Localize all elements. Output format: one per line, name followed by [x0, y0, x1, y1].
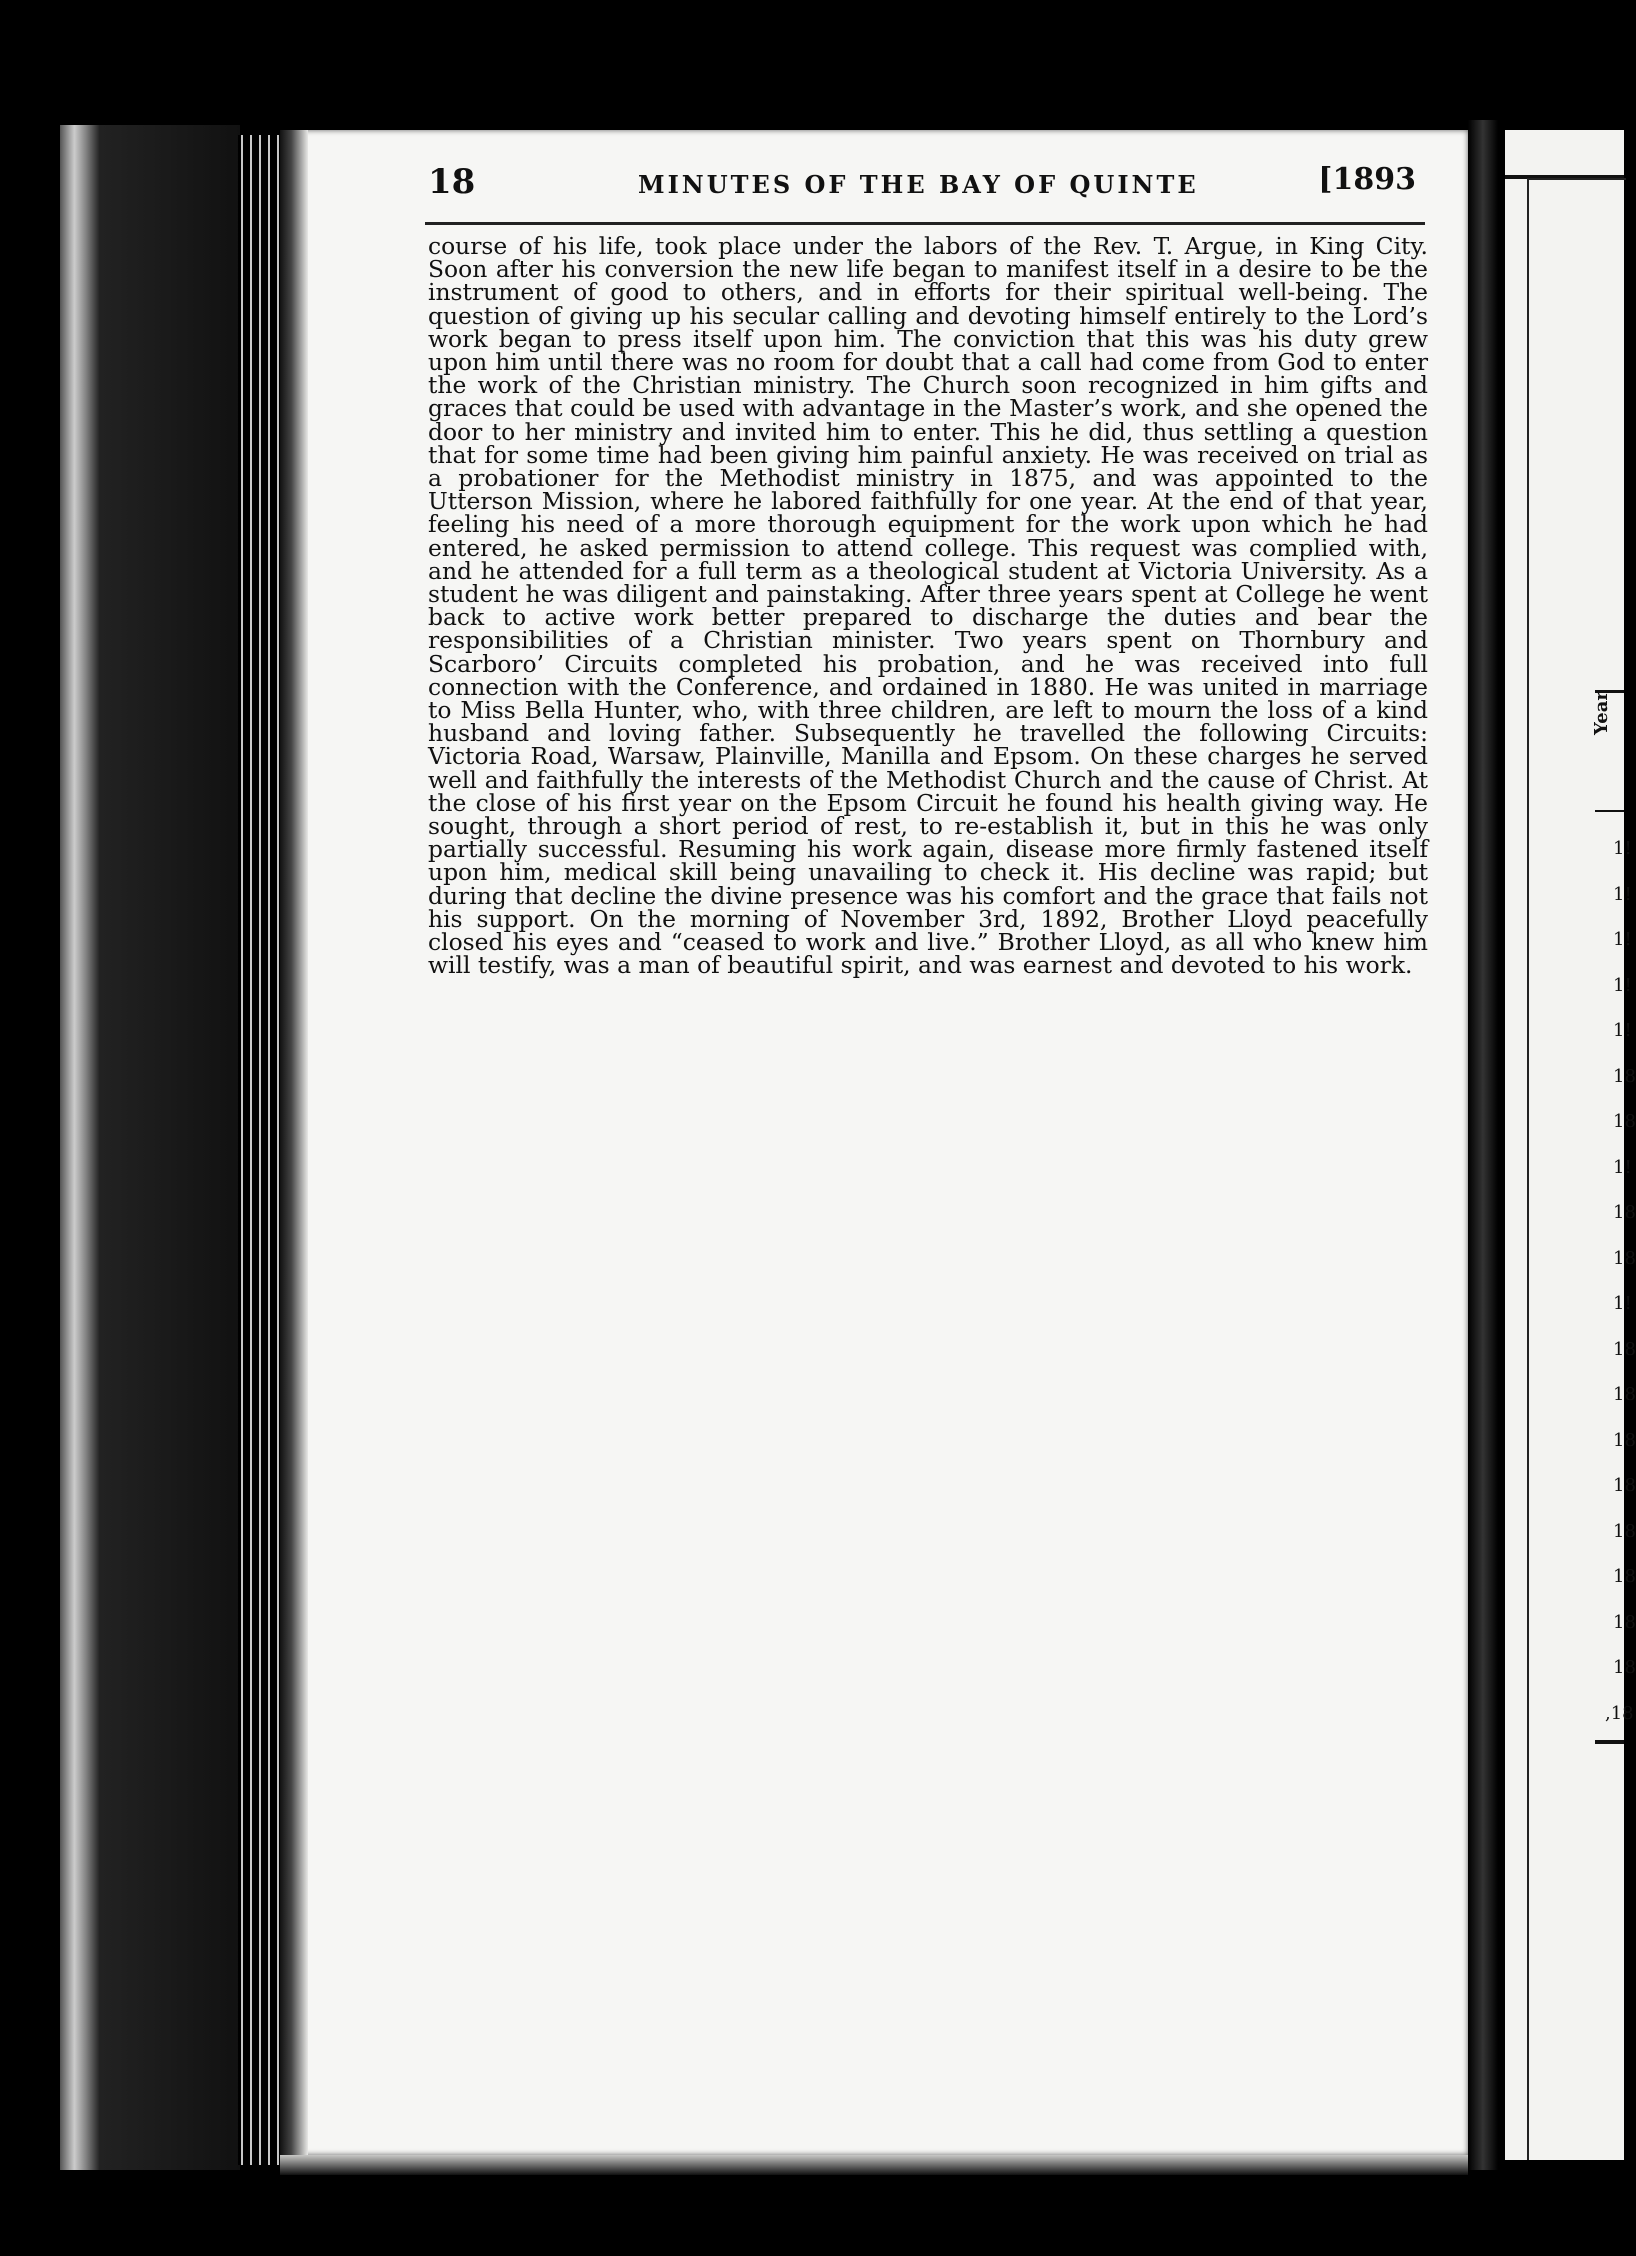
year-mark: [1893	[1318, 162, 1416, 197]
page-bottom-edge	[280, 2155, 1468, 2175]
page-gutter-shadow	[280, 130, 308, 2155]
facing-page-row-fragment: 18	[1613, 1520, 1636, 1542]
facing-page-table-frame	[1527, 178, 1626, 2160]
facing-page-row-fragment: 1!	[1613, 838, 1632, 859]
facing-page-row-fragment: 1!	[1613, 1020, 1632, 1041]
body-paragraph: course of his life, took place under the labors of the Rev. T. Argue, in King City. Soon after his conversion the new life began to manifest itself in a desire to be the instrument of good to others, and in efforts for their spiritual well-being. The question of giving up his secular calling and devoting himself entirely to the Lord’s work began to press itself upon him. The conviction that this was his duty grew upon him until there was no room for doubt that a call had come from God to enter the work of the Christian ministry. The Church soon recognized in him gifts and graces that could be used with advantage in the Master’s work, and she opened the door to her ministry and invited him to enter. This he did, thus settling a question that for some time had been giving him painful anxiety. He was received on trial as a probationer for the Methodist ministry in 1875, and was appointed to the Utterson Mission, where he labored faithfully for one year. At the end of that year, feeling his need of a more thorough equipment for the work upon which he had entered, he asked permission to attend college. This request was complied with, and he attended for a full term as a theological student at Victoria University. As a student he was diligent and painstaking. After three years spent at College he went back to active work better prepared to discharge the duties and bear the responsibilities of a Christian minister. Two years spent on Thornbury and Scarboro’ Circuits completed his probation, and he was received into full connection with the Conference, and ordained in 1880. He was united in marriage to Miss Bella Hunter, who, with three children, are left to mourn the loss of a kind husband and loving father. Subsequently he travelled the following Circuits: Victoria Road, Warsaw, Plainville, Manilla and Epsom. On these charges he served well and faithfully the interests of the Methodist Church and the cause of Christ. At the close of his first year on the Epsom Circuit he found his health giving way. He sought, through a short period of rest, to re-establish it, but in this he was only partially successful. Resuming his work again, disease more firmly fastened itself upon him, medical skill being unavailing to check it. His decline was rapid; but during that decline the divine presence was his comfort and the grace that fails not his support. On the morning of November 3rd, 1892, Brother Lloyd peacefully closed his eyes and “ceased to work and live.” Brother Lloyd, as all who knew him will testify, was a man of beautiful spirit, and was earnest and devoted to his work.	[428, 232, 1428, 980]
facing-page-table-rule	[1595, 810, 1624, 812]
facing-page-row-fragment: 18	[1613, 1065, 1636, 1087]
facing-page-row-fragment: ,18	[1605, 1702, 1634, 1724]
facing-page-row-fragment: 1!	[1613, 1156, 1632, 1178]
body-text	[428, 232, 1428, 980]
running-title: MINUTES OF THE BAY OF QUINTE	[638, 170, 1199, 199]
facing-page-row-fragment: 18	[1613, 1657, 1636, 1678]
running-header	[428, 150, 1428, 210]
facing-page-row-fragment: 18	[1613, 1475, 1636, 1496]
facing-page-row-fragment: 1!	[1613, 974, 1632, 996]
facing-page-row-fragment: 18	[1613, 1111, 1636, 1132]
page-number: 18	[428, 162, 476, 202]
facing-page-row-fragment: 18	[1613, 1247, 1636, 1269]
facing-page-year-label: Year	[1591, 691, 1612, 735]
facing-page-row-fragment: 18	[1613, 1566, 1636, 1587]
facing-page-row-fragment: 1!	[1613, 929, 1632, 950]
facing-page-row-fragment: 1!	[1613, 883, 1632, 905]
facing-page-row-fragment: 18	[1613, 1338, 1636, 1360]
header-rule	[425, 222, 1425, 225]
book-edge-right	[1468, 120, 1498, 2170]
facing-page	[1505, 130, 1636, 2160]
facing-page-row-fragment: 18	[1613, 1384, 1636, 1405]
facing-page-table-rule	[1595, 1740, 1624, 1744]
book-edge-left	[60, 125, 240, 2170]
document-page	[280, 130, 1468, 2155]
facing-page-row-fragment: 18	[1613, 1202, 1636, 1223]
facing-page-row-fragment: 18	[1613, 1611, 1636, 1633]
facing-page-row-fragment: 1!	[1613, 1293, 1632, 1314]
facing-page-row-fragment: 18	[1613, 1429, 1636, 1451]
